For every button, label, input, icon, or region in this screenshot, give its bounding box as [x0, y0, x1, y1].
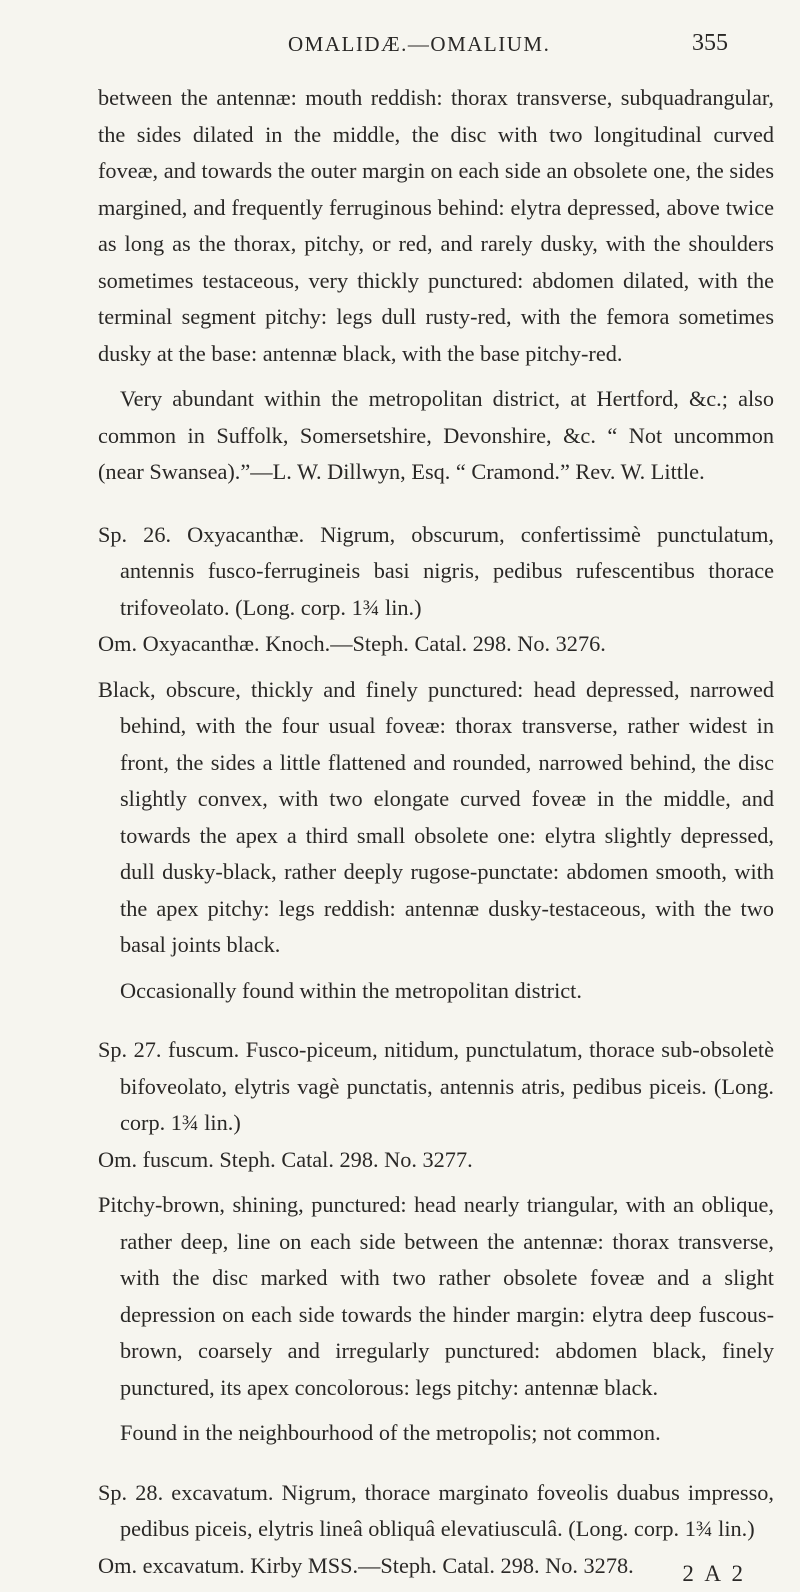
species-26-description: Black, obscure, thickly and finely punctured: head depressed, narrowed behind, with the four usual foveæ: thorax transverse, rather widest in front, the sides a little flattened and rounded, narrowed behind, the disc slightly convex, with two elongate curved foveæ in the middle, and towards the apex a third small obsolete one: elytra slightly depressed, dull dusky-black, rather deeply rugose-punctate: abdomen smooth, with the apex pitchy: legs reddish: antennæ dusky-testaceous, with the two basal joints black.	[98, 672, 774, 964]
species-27-diagnosis: Sp. 27. fuscum. Fusco-piceum, nitidum, punctulatum, thorace sub-obsoletè bifoveolato, elytris vagè punctatis, antennis atris, pedibus piceis. (Long. corp. 1¾ lin.)	[98, 1032, 774, 1142]
running-title: OMALIDÆ.—OMALIUM.	[288, 32, 550, 57]
species-27-synonymy: Om. fuscum. Steph. Catal. 298. No. 3277.	[98, 1142, 774, 1179]
species-27-locality: Found in the neighbourhood of the metropolis; not common.	[98, 1415, 774, 1452]
species-26-diagnosis: Sp. 26. Oxyacanthæ. Nigrum, obscurum, confertissimè punctulatum, antennis fusco-ferrugineis basi nigris, pedibus rufescentibus thorace trifoveolato. (Long. corp. 1¾ lin.)	[98, 517, 774, 627]
running-head	[0, 24, 800, 64]
final-line-row	[98, 1548, 774, 1584]
species-26-locality: Occasionally found within the metropolitan district.	[98, 973, 774, 1010]
species-26-synonymy: Om. Oxyacanthæ. Knoch.—Steph. Catal. 298. No. 3276.	[98, 626, 774, 663]
species-28-diagnosis: Sp. 28. excavatum. Nigrum, thorace marginato foveolis duabus impresso, pedibus piceis, elytris lineâ obliquâ elevatiusculâ. (Long. corp. 1¾ lin.)	[98, 1475, 774, 1548]
signature-mark: 2 A 2	[682, 1556, 746, 1592]
description-continued-paragraph: between the antennæ: mouth reddish: thorax transverse, subquadrangular, the sides dilated in the middle, the disc with two longitudinal curved foveæ, and towards the outer margin on each side an obsolete one, the sides margined, and frequently ferruginous behind: elytra depressed, above twice as long as the thorax, pitchy, or red, and rarely dusky, with the shoulders sometimes testaceous, very thickly punctured: abdomen dilated, with the terminal segment pitchy: legs dull rusty-red, with the femora sometimes dusky at the base: antennæ black, with the base pitchy-red.	[98, 80, 774, 372]
species-27-description: Pitchy-brown, shining, punctured: head nearly triangular, with an oblique, rather deep, line on each side between the antennæ: thorax transverse, with the disc marked with two rather obsolete foveæ and a slight depression on each side towards the hinder margin: elytra deep fuscous-brown, coarsely and irregularly punctured: abdomen black, finely punctured, its apex concolorous: legs pitchy: antennæ black.	[98, 1187, 774, 1406]
species-28-synonymy: Om. excavatum. Kirby MSS.—Steph. Catal. 298. No. 3278.	[98, 1548, 634, 1585]
body-text	[98, 80, 774, 1584]
locality-paragraph: Very abundant within the metropolitan district, at Hertford, &c.; also common in Suffolk, Somersetshire, Devonshire, &c. “ Not uncommon (near Swansea).”—L. W. Dillwyn, Esq. “ Cramond.” Rev. W. Little.	[98, 381, 774, 491]
page-number: 355	[692, 30, 728, 57]
